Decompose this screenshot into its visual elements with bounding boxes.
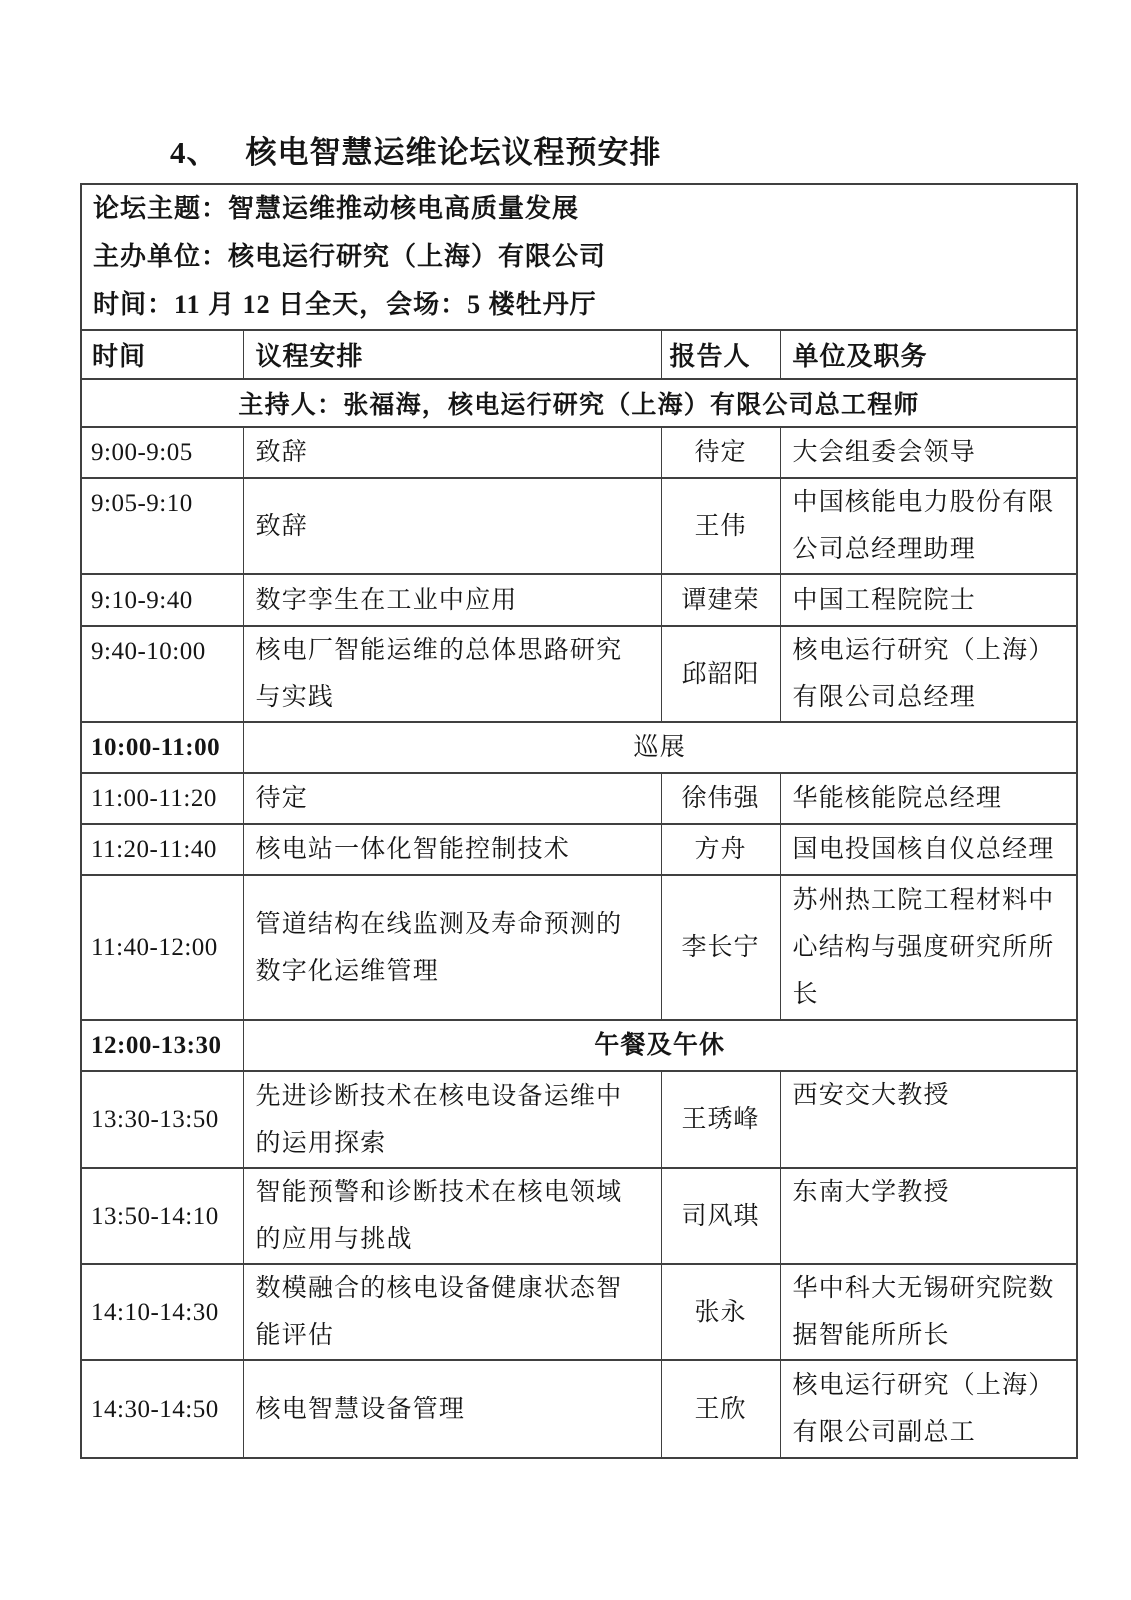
table-row: [81, 824, 1077, 875]
org-cell: 国电投国核自仪总经理: [780, 824, 1077, 875]
speaker-cell: 王伟: [661, 478, 780, 574]
header-cell-org: 单位及职务: [780, 330, 1077, 379]
org-cell: 东南大学教授: [780, 1168, 1077, 1264]
table-row: [81, 427, 1077, 478]
org-cell: 核电运行研究（上海）有限公司副总工: [780, 1360, 1077, 1458]
topic-cell: 致辞: [243, 478, 661, 574]
merged-activity-cell: 巡展: [243, 722, 1077, 773]
time-cell: 11:20-11:40: [81, 824, 243, 875]
time-cell: 9:00-9:05: [81, 427, 243, 478]
page-title: [170, 130, 1131, 176]
speaker-cell: 谭建荣: [661, 574, 780, 626]
topic-cell: 致辞: [243, 427, 661, 478]
table-row: [81, 1020, 1077, 1071]
agenda-table: [80, 183, 1078, 1459]
table-header-row: [81, 330, 1077, 379]
topic-cell: 数模融合的核电设备健康状态智能评估: [243, 1264, 661, 1360]
org-cell: 中国工程院院士: [780, 574, 1077, 626]
org-cell: 大会组委会领导: [780, 427, 1077, 478]
title-number: 4、: [170, 135, 219, 170]
time-cell: 9:10-9:40: [81, 574, 243, 626]
org-cell: 西安交大教授: [780, 1071, 1077, 1168]
time-cell: 14:10-14:30: [81, 1264, 243, 1360]
org-cell: 中国核能电力股份有限公司总经理助理: [780, 478, 1077, 574]
time-cell: 13:30-13:50: [81, 1071, 243, 1168]
topic-cell: 待定: [243, 773, 661, 824]
topic-cell: 数字孪生在工业中应用: [243, 574, 661, 626]
header-cell-speaker: 报告人: [661, 330, 780, 379]
header-cell-topic: 议程安排: [243, 330, 661, 379]
forum-info-row: [81, 184, 1077, 330]
topic-cell: 智能预警和诊断技术在核电领域的应用与挑战: [243, 1168, 661, 1264]
topic-cell: 核电站一体化智能控制技术: [243, 824, 661, 875]
forum-info-cell: [81, 184, 1077, 330]
org-cell: 华能核能院总经理: [780, 773, 1077, 824]
table-row: [81, 875, 1077, 1020]
speaker-cell: 待定: [661, 427, 780, 478]
host-cell: 主持人：张福海，核电运行研究（上海）有限公司总工程师: [81, 379, 1077, 427]
time-cell: 14:30-14:50: [81, 1360, 243, 1458]
forum-host-org: 主办单位：核电运行研究（上海）有限公司: [93, 242, 607, 271]
table-row: [81, 626, 1077, 722]
table-row: [81, 574, 1077, 626]
time-cell: 11:40-12:00: [81, 875, 243, 1020]
speaker-cell: 王欣: [661, 1360, 780, 1458]
forum-theme: 论坛主题：智慧运维推动核电高质量发展: [93, 194, 580, 223]
table-row: [81, 1071, 1077, 1168]
topic-cell: 核电智慧设备管理: [243, 1360, 661, 1458]
time-cell: 12:00-13:30: [81, 1020, 243, 1071]
topic-cell: 核电厂智能运维的总体思路研究与实践: [243, 626, 661, 722]
header-cell-time: 时间: [81, 330, 243, 379]
time-cell: 13:50-14:10: [81, 1168, 243, 1264]
merged-activity-cell: 午餐及午休: [243, 1020, 1077, 1071]
speaker-cell: 李长宁: [661, 875, 780, 1020]
time-cell: 11:00-11:20: [81, 773, 243, 824]
forum-time-venue: 时间：11 月 12 日全天，会场：5 楼牡丹厅: [93, 290, 597, 319]
table-row: [81, 478, 1077, 574]
org-cell: 苏州热工院工程材料中心结构与强度研究所所长: [780, 875, 1077, 1020]
table-row: [81, 1360, 1077, 1458]
speaker-cell: 张永: [661, 1264, 780, 1360]
speaker-cell: 徐伟强: [661, 773, 780, 824]
topic-cell: 先进诊断技术在核电设备运维中的运用探索: [243, 1071, 661, 1168]
document-page: [0, 130, 1131, 1600]
time-cell: 9:05-9:10: [81, 478, 243, 574]
table-row: [81, 722, 1077, 773]
speaker-cell: 方舟: [661, 824, 780, 875]
table-row: [81, 1264, 1077, 1360]
org-cell: 华中科大无锡研究院数据智能所所长: [780, 1264, 1077, 1360]
table-row: [81, 773, 1077, 824]
topic-cell: 管道结构在线监测及寿命预测的数字化运维管理: [243, 875, 661, 1020]
host-row: [81, 379, 1077, 427]
speaker-cell: 邱韶阳: [661, 626, 780, 722]
time-cell: 9:40-10:00: [81, 626, 243, 722]
title-text: 核电智慧运维论坛议程预安排: [245, 135, 662, 170]
time-cell: 10:00-11:00: [81, 722, 243, 773]
table-row: [81, 1168, 1077, 1264]
speaker-cell: 王琇峰: [661, 1071, 780, 1168]
speaker-cell: 司风琪: [661, 1168, 780, 1264]
org-cell: 核电运行研究（上海）有限公司总经理: [780, 626, 1077, 722]
